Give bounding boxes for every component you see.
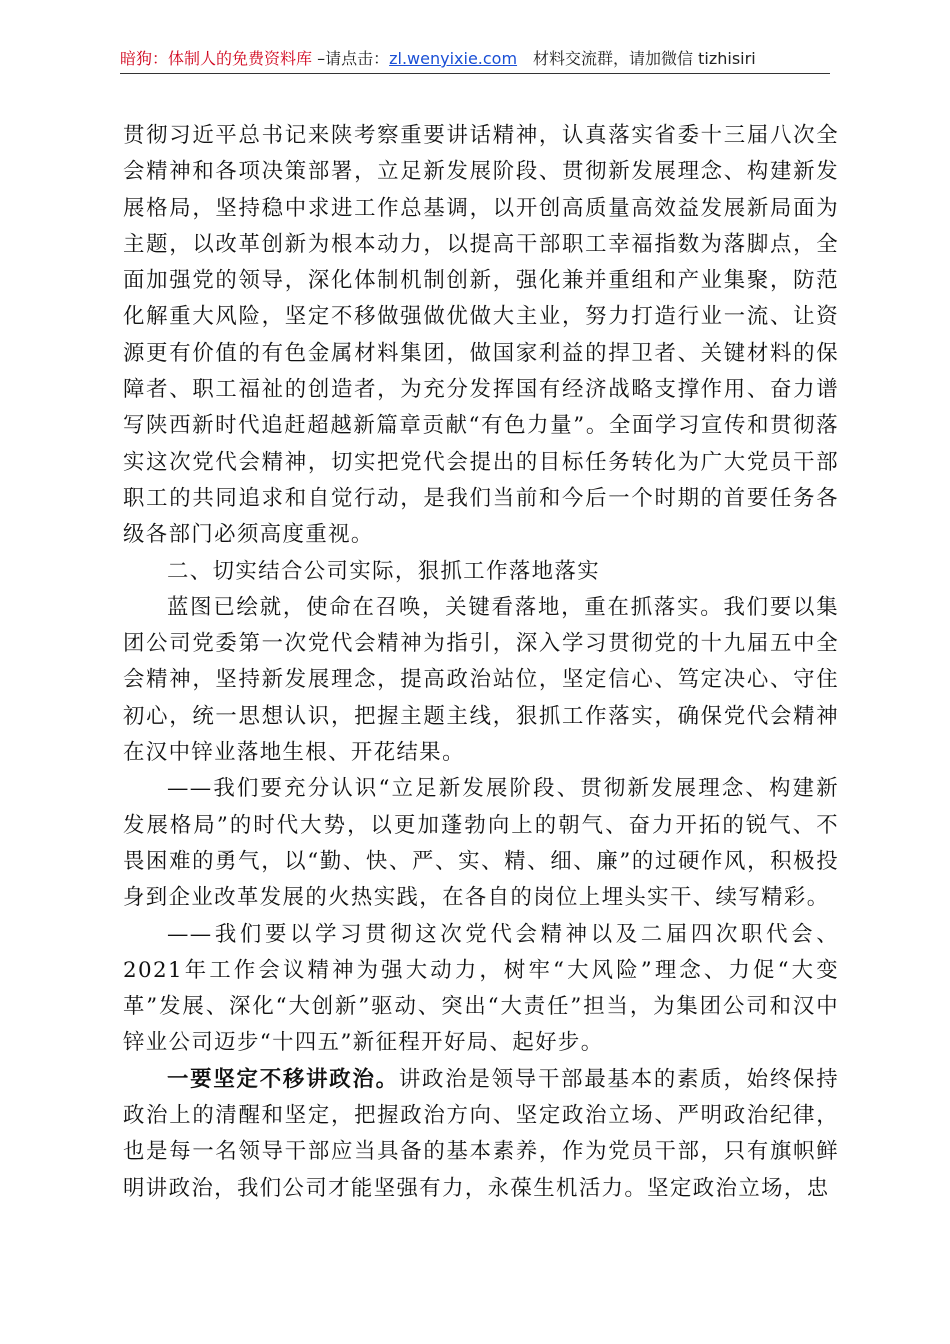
paragraph-5-body: 讲政治是领导干部最基本的素质，始终保持政治上的清醒和坚定，把握政治方向、坚定政治立场、严明政治纪律，也是每一名领导干部应当具备的基本素养，作为党员干部，只有旗帜鲜明讲政治，我们公司才能坚强有力，永葆生机活力。坚定政治立场，忠: [123, 1066, 839, 1201]
header-group-info: 材料交流群，请加微信 tizhisiri: [533, 49, 756, 68]
header-brand: 暗狗：体制人的免费资料库: [120, 49, 313, 68]
document-body: [123, 118, 839, 1207]
header-prompt: –请点击：: [312, 49, 390, 68]
paragraph-2: 蓝图已绘就，使命在召唤，关键看落地，重在抓落实。我们要以集团公司党委第一次党代会精神为指引，深入学习贯彻党的十九届五中全会精神，坚持新发展理念，提高政治站位，坚定信心、笃定决心、守住初心，统一思想认识，把握主题主线，狠抓工作落实，确保党代会精神在汉中锌业落地生根、开花结果。: [123, 594, 839, 766]
paragraph-5: [123, 1062, 839, 1207]
header-link[interactable]: zl.wenyixie.com: [389, 49, 518, 68]
header-divider: [120, 73, 830, 74]
section-heading-2: 二、切实结合公司实际，狠抓工作落地落实: [167, 558, 601, 584]
paragraph-1: 贯彻习近平总书记来陕考察重要讲话精神，认真落实省委十三届八次全会精神和各项决策部署，立足新发展阶段、贯彻新发展理念、构建新发展格局，坚持稳中求进工作总基调，以开创高质量高效益发展新局面为主题，以改革创新为根本动力，以提高干部职工幸福指数为落脚点，全面加强党的领导，深化体制机制创新，强化兼并重组和产业集聚，防范化解重大风险，坚定不移做强做优做大主业，努力打造行业一流、让资源更有价值的有色金属材料集团，做国家利益的捍卫者、关键材料的保障者、职工福祉的创造者，为充分发挥国有经济战略支撑作用、奋力谱写陕西新时代追赶超越新篇章贡献“有色力量”。全面学习宣传和贯彻落实这次党代会精神，切实把党代会提出的目标任务转化为广大党员干部职工的共同追求和自觉行动，是我们当前和今后一个时期的首要任务各级各部门必须高度重视。: [123, 123, 839, 548]
page-header: [120, 46, 830, 72]
paragraph-3: ——我们要充分认识“立足新发展阶段、贯彻新发展理念、构建新发展格局”的时代大势，以更加蓬勃向上的朝气、奋力开拓的锐气、不畏困难的勇气，以“勤、快、严、实、精、细、廉”的过硬作风，积极投身到企业改革发展的火热实践，在各自的岗位上埋头实干、续写精彩。: [123, 776, 839, 911]
paragraph-5-lead: 一要坚定不移讲政治。: [167, 1066, 399, 1092]
paragraph-4: ——我们要以学习贯彻这次党代会精神以及二届四次职代会、2021年工作会议精神为强大动力，树牢“大风险”理念、力促“大变革”发展、深化“大创新”驱动、突出“大责任”担当，为集团公司和汉中锌业公司迈步“十四五”新征程开好局、起好步。: [123, 921, 839, 1056]
